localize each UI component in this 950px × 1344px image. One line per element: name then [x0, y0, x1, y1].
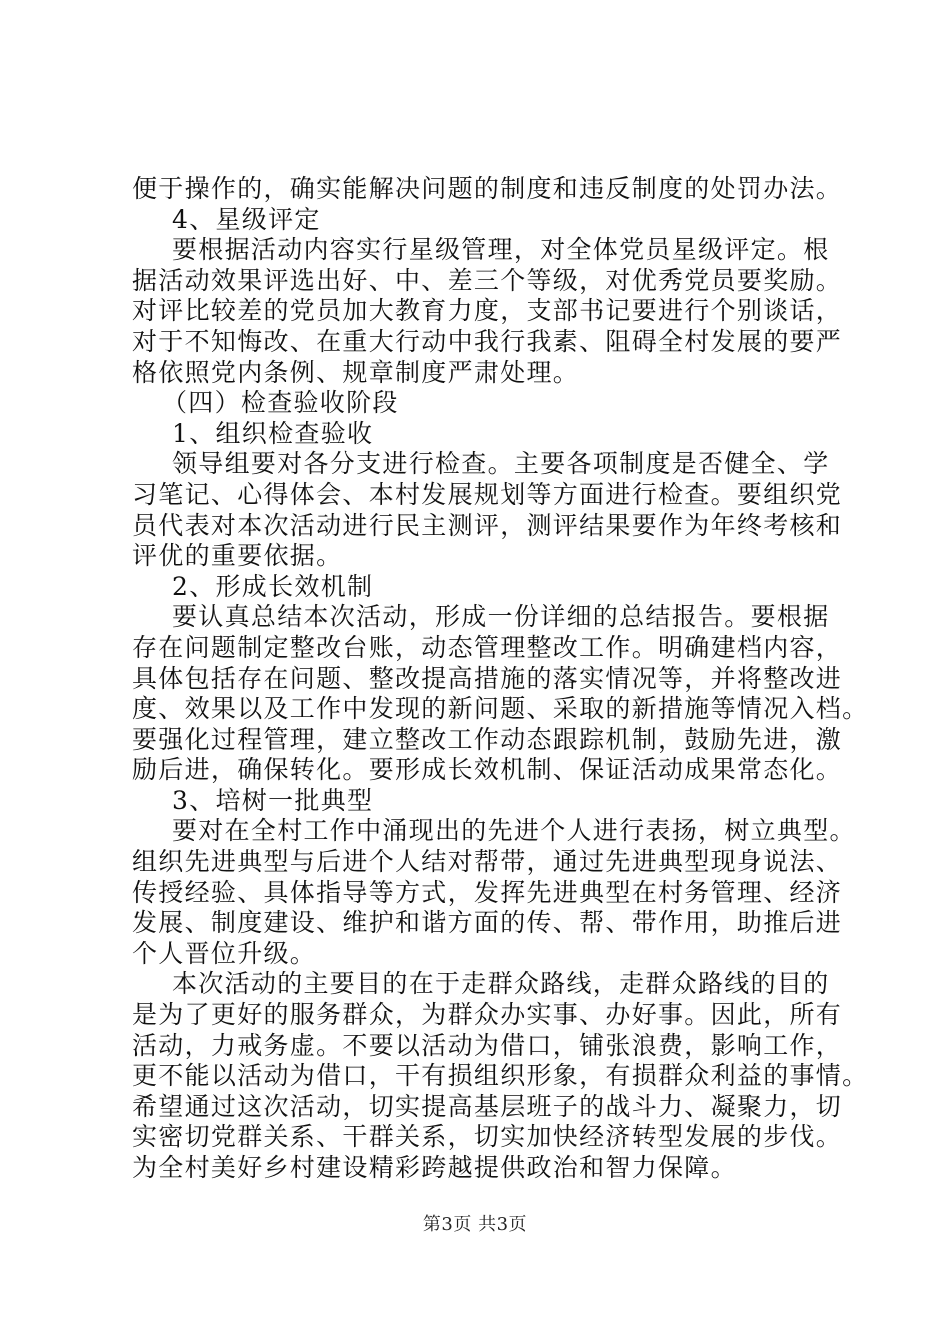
paragraph-line: 习笔记、心得体会、本村发展规划等方面进行检查。要组织党: [132, 479, 843, 509]
page-number-footer: 第3页 共3页: [422, 1214, 528, 1235]
paragraph-line: 要对在全村工作中涌现出的先进个人进行表扬，树立典型。: [172, 816, 856, 846]
paragraph-line: 格依照党内条例、规章制度严肃处理。: [132, 357, 580, 387]
paragraph-line: 便于操作的，确实能解决问题的制度和违反制度的处罚办法。: [132, 174, 843, 203]
document-body: [132, 174, 869, 1184]
paragraph-line: 为全村美好乡村建设精彩跨越提供政治和智力保障。: [132, 1153, 737, 1182]
section-heading: 2、形成长效机制: [172, 571, 374, 601]
paragraph-line: 实密切党群关系、干群关系，切实加快经济转型发展的步伐。: [132, 1122, 843, 1152]
paragraph-line: 发展、制度建设、维护和谐方面的传、帮、带作用，助推后进: [132, 908, 843, 938]
paragraph-line: 要根据活动内容实行星级管理，对全体党员星级评定。根: [172, 235, 830, 265]
paragraph-line: 存在问题制定整改台账，动态管理整改工作。明确建档内容，: [132, 632, 843, 662]
paragraph-line: 组织先进典型与后进个人结对帮带，通过先进典型现身说法、: [132, 847, 843, 877]
paragraph-line: 个人晋位升级。: [132, 938, 317, 968]
paragraph-line: 更不能以活动为借口，干有损组织形象，有损群众利益的事情。: [132, 1061, 869, 1091]
paragraph-line: 活动，力戒务虚。不要以活动为借口，铺张浪费，影响工作，: [132, 1030, 843, 1060]
paragraph-line: 据活动效果评选出好、中、差三个等级，对优秀党员要奖励。: [132, 265, 843, 295]
paragraph-line: 要强化过程管理，建立整改工作动态跟踪机制，鼓励先进，激: [132, 724, 843, 754]
paragraph-line: 员代表对本次活动进行民主测评，测评结果要作为年终考核和: [132, 510, 843, 540]
paragraph-line: 对评比较差的党员加大教育力度，支部书记要进行个别谈话，: [132, 296, 843, 326]
paragraph-line: 要认真总结本次活动，形成一份详细的总结报告。要根据: [172, 602, 830, 632]
paragraph-line: 希望通过这次活动，切实提高基层班子的战斗力、凝聚力，切: [132, 1091, 843, 1121]
paragraph-line: 领导组要对各分支进行检查。主要各项制度是否健全、学: [172, 449, 830, 479]
paragraph-line: 是为了更好的服务群众，为群众办实事、办好事。因此，所有: [132, 1000, 843, 1030]
paragraph-line: 励后进，确保转化。要形成长效机制、保证活动成果常态化。: [132, 755, 843, 785]
paragraph-line: 对于不知悔改、在重大行动中我行我素、阻碍全村发展的要严: [132, 326, 843, 356]
section-heading: 3、培树一批典型: [172, 785, 374, 815]
paragraph-line: 具体包括存在问题、整改提高措施的落实情况等，并将整改进: [132, 663, 843, 693]
section-heading: 1、组织检查验收: [172, 418, 374, 448]
section-heading: （四）检查验收阶段: [162, 388, 399, 418]
paragraph-line: 度、效果以及工作中发现的新问题、采取的新措施等情况入档。: [132, 694, 869, 724]
paragraph-line: 评优的重要依据。: [132, 541, 343, 571]
section-heading: 4、星级评定: [172, 204, 321, 234]
paragraph-line: 传授经验、具体指导等方式，发挥先进典型在村务管理、经济: [132, 877, 843, 907]
paragraph-line: 本次活动的主要目的在于走群众路线，走群众路线的目的: [172, 969, 830, 999]
